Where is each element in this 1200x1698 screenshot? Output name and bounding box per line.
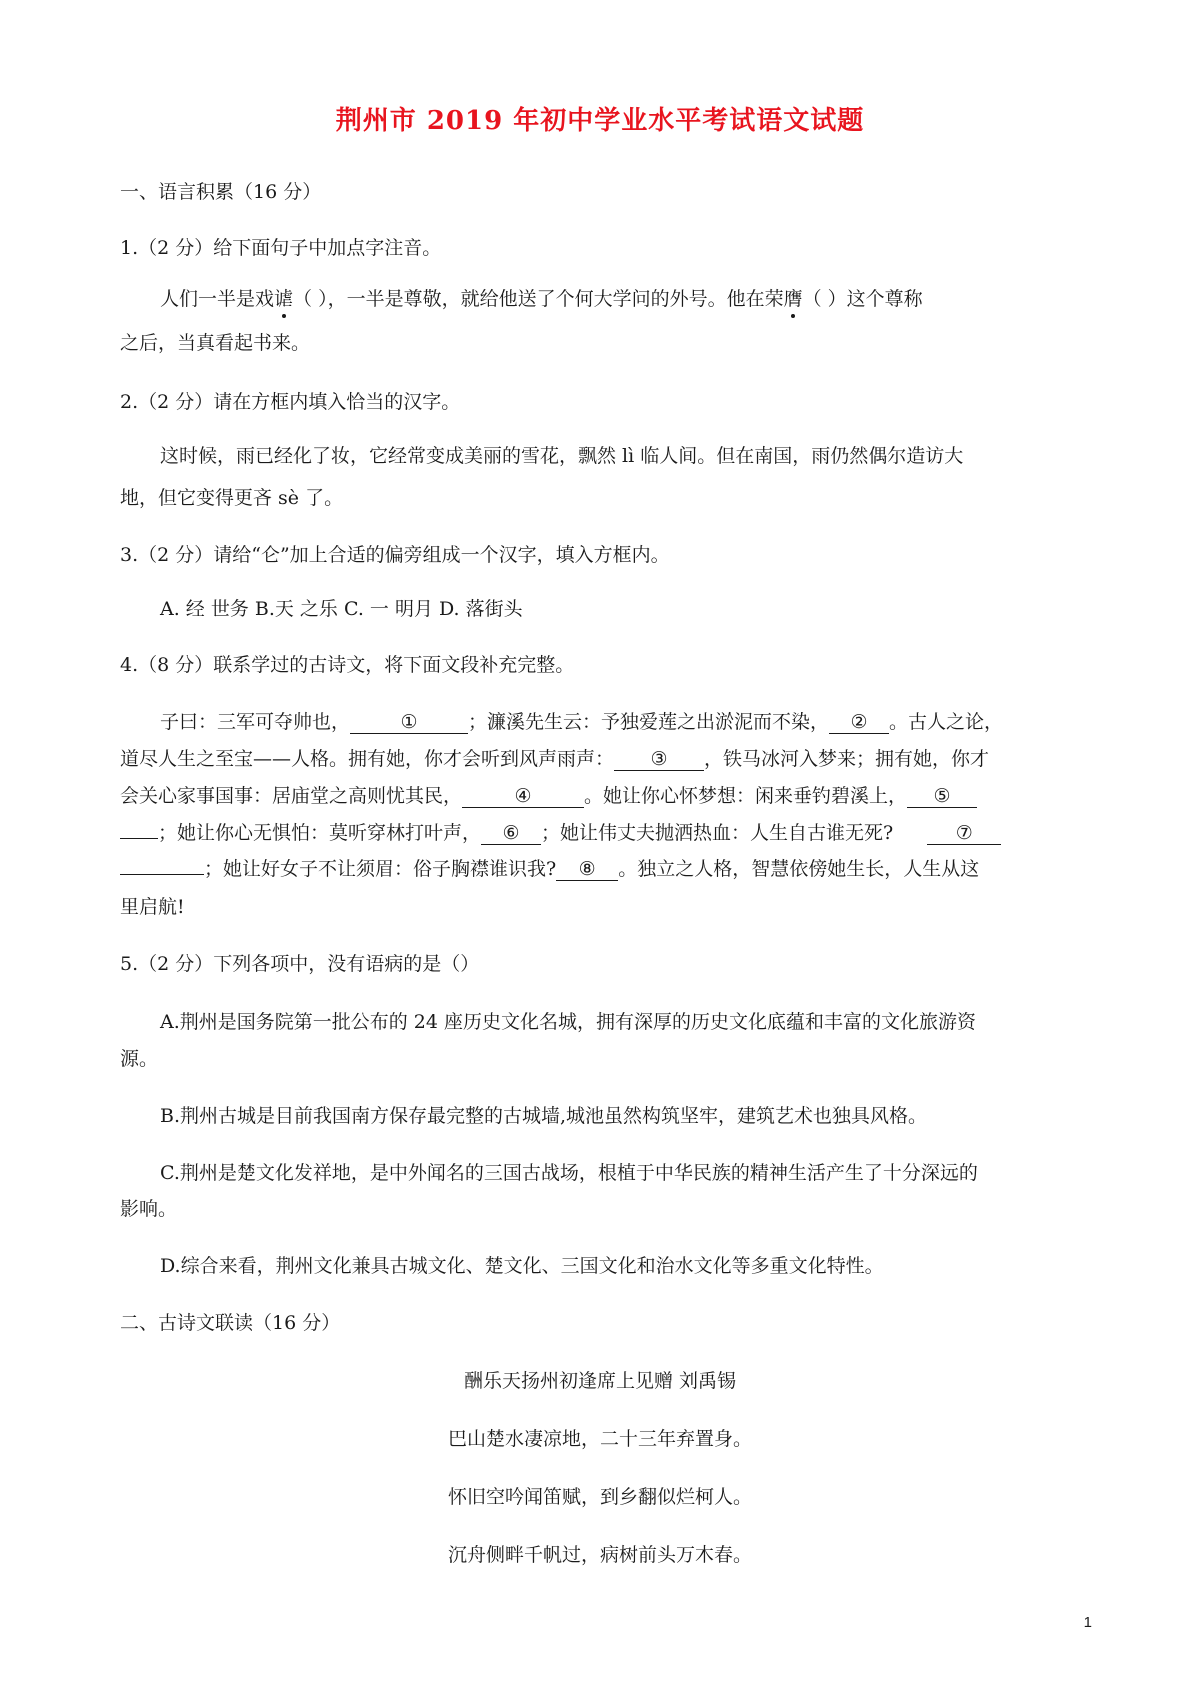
q5-option-a-line-1: A.荆州是国务院第一批公布的 24 座历史文化名城，拥有深厚的历史文化底蕴和丰富的文化旅游资	[160, 1011, 977, 1033]
q4-blank-8[interactable]: ⑧	[556, 858, 618, 881]
page-number: 1	[1083, 1614, 1092, 1631]
q5-option-c-line-1: C.荆州是楚文化发祥地，是中外闻名的三国古战场，根植于中华民族的精神生活产生了十分深远的	[160, 1162, 978, 1184]
q1-text-b: （ ），一半是尊敬，就给他送了个何大学问的外号。他在荣	[293, 288, 784, 310]
section-1-heading: 一、语言积累（16 分）	[120, 181, 322, 203]
q4-text: 。古人之论，	[889, 711, 1004, 733]
q4-text: ，铁马冰河入梦来；拥有她，你才	[704, 748, 990, 770]
q4-blank-5[interactable]: ⑤	[907, 785, 977, 808]
q5-option-b: B.荆州古城是目前我国南方保存最完整的古城墙,城池虽然构筑坚牢，建筑艺术也独具风格。	[160, 1105, 928, 1127]
q2-stem: 2.（2 分）请在方框内填入恰当的汉字。	[120, 391, 461, 413]
q4-blank-6[interactable]: ⑥	[481, 822, 541, 845]
poem-line-3: 沉舟侧畔千帆过，病树前头万木春。	[447, 1544, 752, 1566]
q4-blank-5-continued	[120, 838, 158, 839]
q4-text: ；她让好女子不让须眉：俗子胸襟谁识我?	[204, 858, 557, 880]
q4-blank-2[interactable]: ②	[829, 711, 889, 734]
q5-option-c-line-2: 影响。	[120, 1198, 178, 1220]
q1-paragraph-line-2: 之后，当真看起书来。	[120, 332, 311, 354]
q4-line-3	[120, 784, 977, 808]
q4-text: 会关心家事国事：居庙堂之高则忧其民，	[120, 785, 463, 807]
q2-paragraph-line-2: 地，但它变得更吝 sè 了。	[120, 487, 344, 509]
q4-text: 道尽人生之至宝——人格。拥有她，你才会听到风声雨声：	[120, 748, 615, 770]
q4-blank-7-continued	[120, 874, 204, 875]
q4-blank-1[interactable]: ①	[350, 711, 468, 734]
q1-paragraph-line-1	[160, 287, 923, 311]
q4-text: ；她让伟丈夫抛洒热血：人生自古谁无死?	[541, 822, 894, 844]
q4-blank-7[interactable]: ⑦	[927, 822, 1001, 845]
q4-text: 。她让你心怀梦想：闲来垂钓碧溪上，	[584, 785, 908, 807]
q4-text: 。独立之人格，智慧依傍她生长，人生从这	[618, 858, 980, 880]
q4-text: 子曰：三军可夺帅也，	[160, 711, 351, 733]
q4-blank-3[interactable]: ③	[614, 748, 704, 771]
page-title: 荆州市 2019 年初中学业水平考试语文试题	[335, 106, 865, 136]
q2-paragraph-line-1: 这时候，雨已经化了妆，它经常变成美丽的雪花，飘然 lì 临人间。但在南国，雨仍然偶尔造访大	[160, 445, 964, 467]
q4-line-1	[160, 710, 1003, 734]
q1-dotted-char-1: 谑	[274, 288, 294, 310]
q5-stem: 5.（2 分）下列各项中，没有语病的是（）	[120, 953, 480, 975]
q3-stem: 3.（2 分）请给“仑”加上合适的偏旁组成一个汉字，填入方框内。	[120, 544, 670, 566]
q1-stem: 1.（2 分）给下面句子中加点字注音。	[120, 237, 442, 259]
q4-text: ；她让你心无惧怕：莫听穿林打叶声，	[158, 822, 482, 844]
poem-title: 酬乐天扬州初逢席上见赠 刘禹锡	[463, 1370, 737, 1392]
q1-text-a: 人们一半是戏	[160, 288, 275, 310]
q4-blank-4[interactable]: ④	[462, 785, 584, 808]
q5-option-d: D.综合来看，荆州文化兼具古城文化、楚文化、三国文化和治水文化等多重文化特性。	[160, 1255, 884, 1277]
q1-dotted-char-2: 膺	[783, 288, 803, 310]
poem-line-2: 怀旧空吟闻笛赋，到乡翻似烂柯人。	[447, 1486, 752, 1508]
q3-options: A. 经 世务 B.天 之乐 C. 一 明月 D. 落街头	[160, 598, 523, 620]
q4-stem: 4.（8 分）联系学过的古诗文，将下面文段补充完整。	[120, 654, 575, 676]
q4-line-5	[120, 857, 979, 881]
poem-line-1: 巴山楚水凄凉地，二十三年弃置身。	[447, 1428, 752, 1450]
q5-option-a-line-2: 源。	[120, 1048, 159, 1070]
q4-line-4	[120, 821, 1001, 845]
q4-line-6: 里启航!	[120, 896, 185, 918]
q4-line-2	[120, 747, 989, 771]
q4-text: ；濂溪先生云：予独爱莲之出淤泥而不染，	[468, 711, 830, 733]
section-2-heading: 二、古诗文联读（16 分）	[120, 1312, 341, 1334]
q1-text-c: （ ）这个尊称	[802, 288, 923, 310]
